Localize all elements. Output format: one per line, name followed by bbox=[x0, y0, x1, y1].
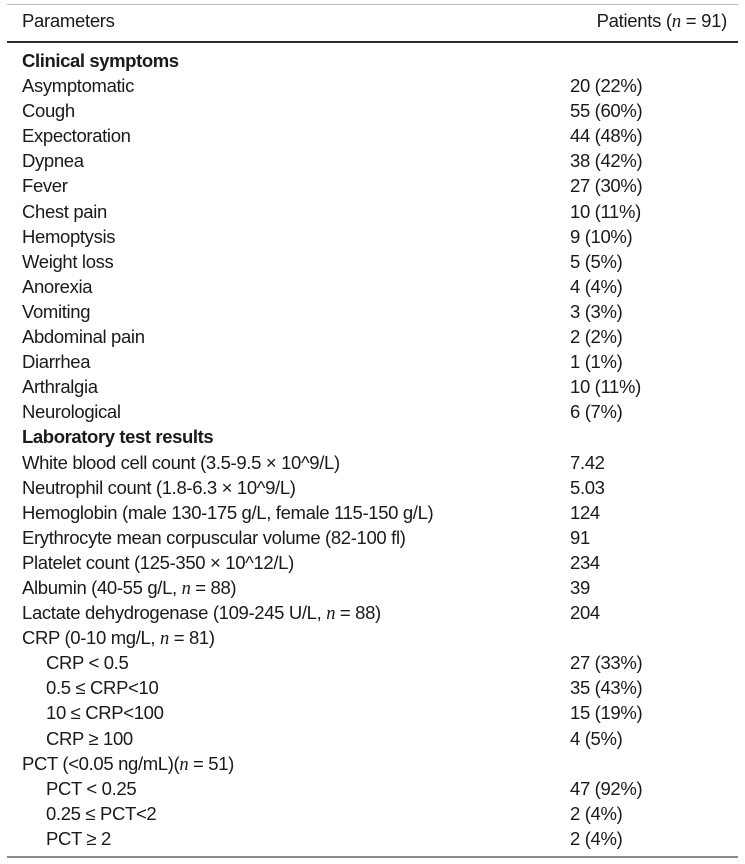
table-row bbox=[0, 450, 745, 475]
row-value: 35 (43%) bbox=[570, 677, 643, 699]
row-value: 124 bbox=[570, 501, 600, 523]
row-label: Anorexia bbox=[22, 275, 93, 297]
table-row bbox=[0, 399, 745, 424]
header-patients bbox=[597, 10, 727, 33]
row-value: 9 (10%) bbox=[570, 225, 633, 247]
table-row bbox=[0, 776, 745, 801]
row-label: Laboratory test results bbox=[22, 426, 214, 448]
row-label: Arthralgia bbox=[22, 376, 98, 398]
row-value: 47 (92%) bbox=[570, 777, 643, 799]
row-label: Hemoglobin (male 130-175 g/L, female 115-150 g/L) bbox=[22, 501, 434, 523]
table-row bbox=[0, 575, 745, 600]
row-value: 2 (4%) bbox=[570, 802, 623, 824]
table-row bbox=[0, 73, 745, 98]
table-row bbox=[0, 650, 745, 675]
table-bottom-rule bbox=[7, 856, 738, 858]
row-label: Albumin (40-55 g/L, n = 88) bbox=[22, 576, 237, 599]
row-label: 0.5 ≤ CRP<10 bbox=[46, 677, 159, 699]
row-label: Hemoptysis bbox=[22, 225, 116, 247]
row-value: 4 (4%) bbox=[570, 275, 623, 297]
header-patients-prefix: Patients ( bbox=[596, 10, 672, 31]
row-value: 55 (60%) bbox=[570, 100, 643, 122]
row-value: 91 bbox=[570, 526, 590, 548]
row-label: Diarrhea bbox=[22, 351, 91, 373]
row-label: White blood cell count (3.5-9.5 × 10^9/L) bbox=[22, 451, 340, 473]
table-row bbox=[0, 675, 745, 700]
table-row bbox=[0, 475, 745, 500]
row-value: 4 (5%) bbox=[570, 727, 623, 749]
row-value: 10 (11%) bbox=[570, 376, 641, 398]
row-value: 234 bbox=[570, 551, 600, 573]
row-value: 2 (4%) bbox=[570, 827, 623, 849]
table-row bbox=[0, 123, 745, 148]
row-label: PCT < 0.25 bbox=[46, 777, 137, 799]
row-value: 3 (3%) bbox=[570, 300, 623, 322]
table-header-rule bbox=[7, 41, 738, 43]
table-row bbox=[0, 550, 745, 575]
row-label: CRP (0-10 mg/L, n = 81) bbox=[22, 627, 215, 650]
row-label: Clinical symptoms bbox=[22, 50, 179, 71]
row-value: 10 (11%) bbox=[570, 200, 641, 222]
header-patients-n: n bbox=[671, 11, 681, 32]
row-value: 1 (1%) bbox=[570, 351, 623, 373]
table-row bbox=[0, 726, 745, 751]
table-body bbox=[0, 48, 745, 851]
row-value: 27 (33%) bbox=[570, 652, 643, 674]
row-label: Platelet count (125-350 × 10^12/L) bbox=[22, 551, 294, 573]
row-label: Lactate dehydrogenase (109-245 U/L, n = 88) bbox=[22, 602, 381, 625]
row-value: 20 (22%) bbox=[570, 75, 643, 97]
table-row bbox=[0, 299, 745, 324]
table-row bbox=[0, 274, 745, 299]
row-value: 6 (7%) bbox=[570, 401, 623, 423]
table-row bbox=[0, 500, 745, 525]
row-label: Cough bbox=[22, 100, 75, 122]
row-value: 7.42 bbox=[570, 451, 605, 473]
table-row bbox=[0, 173, 745, 198]
row-label: PCT ≥ 2 bbox=[46, 827, 111, 849]
row-label: CRP ≥ 100 bbox=[46, 727, 133, 749]
table-row bbox=[0, 826, 745, 851]
table-row bbox=[0, 324, 745, 349]
row-value: 27 (30%) bbox=[570, 175, 643, 197]
row-label: Erythrocyte mean corpuscular volume (82-100 fl) bbox=[22, 526, 406, 548]
table-header bbox=[22, 10, 733, 34]
table-top-rule bbox=[7, 4, 738, 5]
row-label: Chest pain bbox=[22, 200, 107, 222]
row-value: 39 bbox=[570, 576, 590, 598]
row-label: 10 ≤ CRP<100 bbox=[46, 702, 164, 724]
table-row bbox=[0, 199, 745, 224]
header-parameters: Parameters bbox=[22, 10, 115, 31]
row-value: 204 bbox=[570, 602, 600, 624]
row-label: Weight loss bbox=[22, 250, 114, 272]
row-label: Vomiting bbox=[22, 300, 91, 322]
row-value: 5.03 bbox=[570, 476, 605, 498]
row-value: 44 (48%) bbox=[570, 125, 643, 147]
table-row bbox=[0, 751, 745, 776]
row-label: Asymptomatic bbox=[22, 75, 134, 97]
table-row bbox=[0, 700, 745, 725]
row-label: Fever bbox=[22, 175, 68, 197]
row-label: Abdominal pain bbox=[22, 326, 145, 348]
section-header-row bbox=[0, 48, 745, 73]
table-row bbox=[0, 600, 745, 625]
table-row bbox=[0, 98, 745, 123]
row-label: 0.25 ≤ PCT<2 bbox=[46, 802, 157, 824]
table-row bbox=[0, 374, 745, 399]
row-label: Expectoration bbox=[22, 125, 131, 147]
table-row bbox=[0, 625, 745, 650]
table-row bbox=[0, 148, 745, 173]
section-header-row bbox=[0, 424, 745, 449]
row-value: 38 (42%) bbox=[570, 150, 643, 172]
row-label: Neutrophil count (1.8-6.3 × 10^9/L) bbox=[22, 476, 296, 498]
table-row bbox=[0, 224, 745, 249]
table-row bbox=[0, 801, 745, 826]
row-value: 15 (19%) bbox=[570, 702, 643, 724]
row-value: 2 (2%) bbox=[570, 326, 623, 348]
table-row bbox=[0, 349, 745, 374]
table-row bbox=[0, 525, 745, 550]
row-value: 5 (5%) bbox=[570, 250, 623, 272]
row-label: Neurological bbox=[22, 401, 121, 423]
table-row bbox=[0, 249, 745, 274]
header-patients-suffix: = 91) bbox=[680, 10, 727, 31]
row-label: CRP < 0.5 bbox=[46, 652, 129, 674]
row-label: PCT (<0.05 ng/mL)(n = 51) bbox=[22, 752, 234, 775]
row-label: Dypnea bbox=[22, 150, 84, 172]
